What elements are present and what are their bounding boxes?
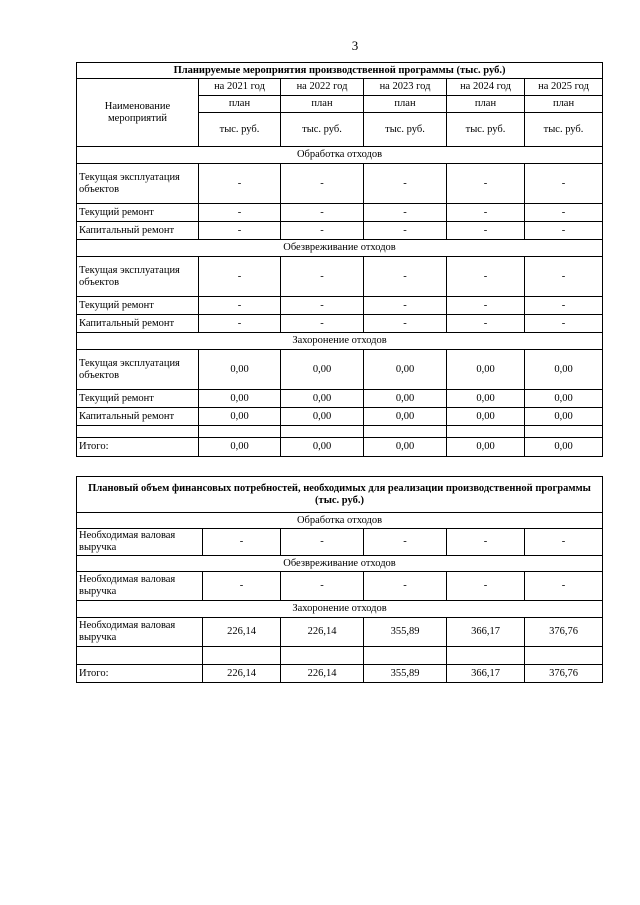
row-label: Необходимая валовая выручка xyxy=(77,529,203,556)
unit-label: тыс. руб. xyxy=(447,113,525,147)
row-label: Текущая эксплуатация объектов xyxy=(77,350,199,390)
row-label: Капитальный ремонт xyxy=(77,222,199,240)
row-label: Необходимая валовая выручка xyxy=(77,572,203,601)
section-title: Обезвреживание отходов xyxy=(77,556,603,572)
cell: 0,00 xyxy=(364,350,447,390)
cell: 0,00 xyxy=(199,350,281,390)
total-cell: 366,17 xyxy=(447,665,525,683)
row-label: Текущая эксплуатация объектов xyxy=(77,257,199,297)
cell: - xyxy=(364,297,447,315)
spacer-cell xyxy=(364,647,447,665)
cell: - xyxy=(447,297,525,315)
cell: 0,00 xyxy=(525,350,603,390)
unit-label: тыс. руб. xyxy=(199,113,281,147)
cell: - xyxy=(525,164,603,204)
spacer-cell xyxy=(77,426,199,438)
financial-needs-table xyxy=(76,476,603,683)
plan-label: план xyxy=(281,96,364,113)
section-title: Обработка отходов xyxy=(77,147,603,164)
cell: 0,00 xyxy=(447,390,525,408)
cell: - xyxy=(199,315,281,333)
total-cell: 226,14 xyxy=(203,665,281,683)
cell: - xyxy=(447,315,525,333)
row-label: Текущий ремонт xyxy=(77,297,199,315)
cell: - xyxy=(447,529,525,556)
section-title: Обработка отходов xyxy=(77,513,603,529)
spacer-cell xyxy=(281,647,364,665)
cell: - xyxy=(199,297,281,315)
year-header: на 2024 год xyxy=(447,79,525,96)
plan-label: план xyxy=(525,96,603,113)
spacer-cell xyxy=(77,647,203,665)
section-title: Захоронение отходов xyxy=(77,601,603,618)
cell: - xyxy=(447,204,525,222)
total-label: Итого: xyxy=(77,438,199,457)
cell: 0,00 xyxy=(281,350,364,390)
cell: - xyxy=(203,529,281,556)
cell: - xyxy=(447,164,525,204)
row-label: Капитальный ремонт xyxy=(77,315,199,333)
cell: 226,14 xyxy=(203,618,281,647)
total-cell: 0,00 xyxy=(525,438,603,457)
cell: 0,00 xyxy=(525,390,603,408)
section-title: Обезвреживание отходов xyxy=(77,240,603,257)
spacer-cell xyxy=(525,426,603,438)
row-label: Текущий ремонт xyxy=(77,390,199,408)
spacer-cell xyxy=(525,647,603,665)
cell: - xyxy=(447,257,525,297)
cell: - xyxy=(447,572,525,601)
spacer-cell xyxy=(447,647,525,665)
row-label: Текущая эксплуатация объектов xyxy=(77,164,199,204)
cell: 0,00 xyxy=(281,408,364,426)
total-cell: 226,14 xyxy=(281,665,364,683)
cell: - xyxy=(525,297,603,315)
cell: 0,00 xyxy=(364,408,447,426)
cell: 0,00 xyxy=(281,390,364,408)
cell: - xyxy=(199,204,281,222)
cell: - xyxy=(525,204,603,222)
cell: - xyxy=(525,315,603,333)
cell: - xyxy=(281,164,364,204)
planned-activities-table xyxy=(76,62,603,457)
cell: 0,00 xyxy=(447,350,525,390)
total-cell: 0,00 xyxy=(364,438,447,457)
cell: - xyxy=(364,204,447,222)
year-header: на 2021 год xyxy=(199,79,281,96)
cell: - xyxy=(281,529,364,556)
column-header-name: Наименование мероприятий xyxy=(77,79,199,147)
spacer-cell xyxy=(364,426,447,438)
section-title: Захоронение отходов xyxy=(77,333,603,350)
cell: - xyxy=(281,204,364,222)
cell: - xyxy=(203,572,281,601)
cell: 0,00 xyxy=(199,408,281,426)
year-header: на 2023 год xyxy=(364,79,447,96)
total-cell: 0,00 xyxy=(281,438,364,457)
cell: 0,00 xyxy=(525,408,603,426)
total-cell: 0,00 xyxy=(199,438,281,457)
year-header: на 2022 год xyxy=(281,79,364,96)
cell: - xyxy=(199,222,281,240)
cell: 0,00 xyxy=(447,408,525,426)
cell: - xyxy=(364,222,447,240)
cell: - xyxy=(364,572,447,601)
total-label: Итого: xyxy=(77,665,203,683)
spacer-cell xyxy=(281,426,364,438)
unit-label: тыс. руб. xyxy=(525,113,603,147)
table-title: Планируемые мероприятия производственной программы (тыс. руб.) xyxy=(77,63,603,79)
unit-label: тыс. руб. xyxy=(364,113,447,147)
cell: - xyxy=(525,257,603,297)
cell: - xyxy=(364,257,447,297)
cell: - xyxy=(281,297,364,315)
cell: - xyxy=(364,315,447,333)
spacer-cell xyxy=(203,647,281,665)
cell: - xyxy=(525,572,603,601)
total-cell: 0,00 xyxy=(447,438,525,457)
spacer-cell xyxy=(199,426,281,438)
cell: 0,00 xyxy=(364,390,447,408)
year-header: на 2025 год xyxy=(525,79,603,96)
plan-label: план xyxy=(199,96,281,113)
cell: - xyxy=(199,257,281,297)
cell: - xyxy=(281,315,364,333)
cell: - xyxy=(281,572,364,601)
cell: - xyxy=(281,222,364,240)
cell: - xyxy=(525,529,603,556)
cell: - xyxy=(447,222,525,240)
cell: - xyxy=(364,529,447,556)
plan-label: план xyxy=(447,96,525,113)
unit-label: тыс. руб. xyxy=(281,113,364,147)
row-label: Необходимая валовая выручка xyxy=(77,618,203,647)
cell: - xyxy=(525,222,603,240)
plan-label: план xyxy=(364,96,447,113)
table-title: Плановый объем финансовых потребностей, необходимых для реализации производственной программы (тыс. руб.) xyxy=(77,477,603,513)
cell: 226,14 xyxy=(281,618,364,647)
row-label: Текущий ремонт xyxy=(77,204,199,222)
total-cell: 376,76 xyxy=(525,665,603,683)
spacer-cell xyxy=(447,426,525,438)
cell: - xyxy=(199,164,281,204)
cell: 376,76 xyxy=(525,618,603,647)
cell: 0,00 xyxy=(199,390,281,408)
total-cell: 355,89 xyxy=(364,665,447,683)
cell: 355,89 xyxy=(364,618,447,647)
row-label: Капитальный ремонт xyxy=(77,408,199,426)
cell: - xyxy=(364,164,447,204)
page-number: 3 xyxy=(351,38,359,53)
cell: 366,17 xyxy=(447,618,525,647)
cell: - xyxy=(281,257,364,297)
